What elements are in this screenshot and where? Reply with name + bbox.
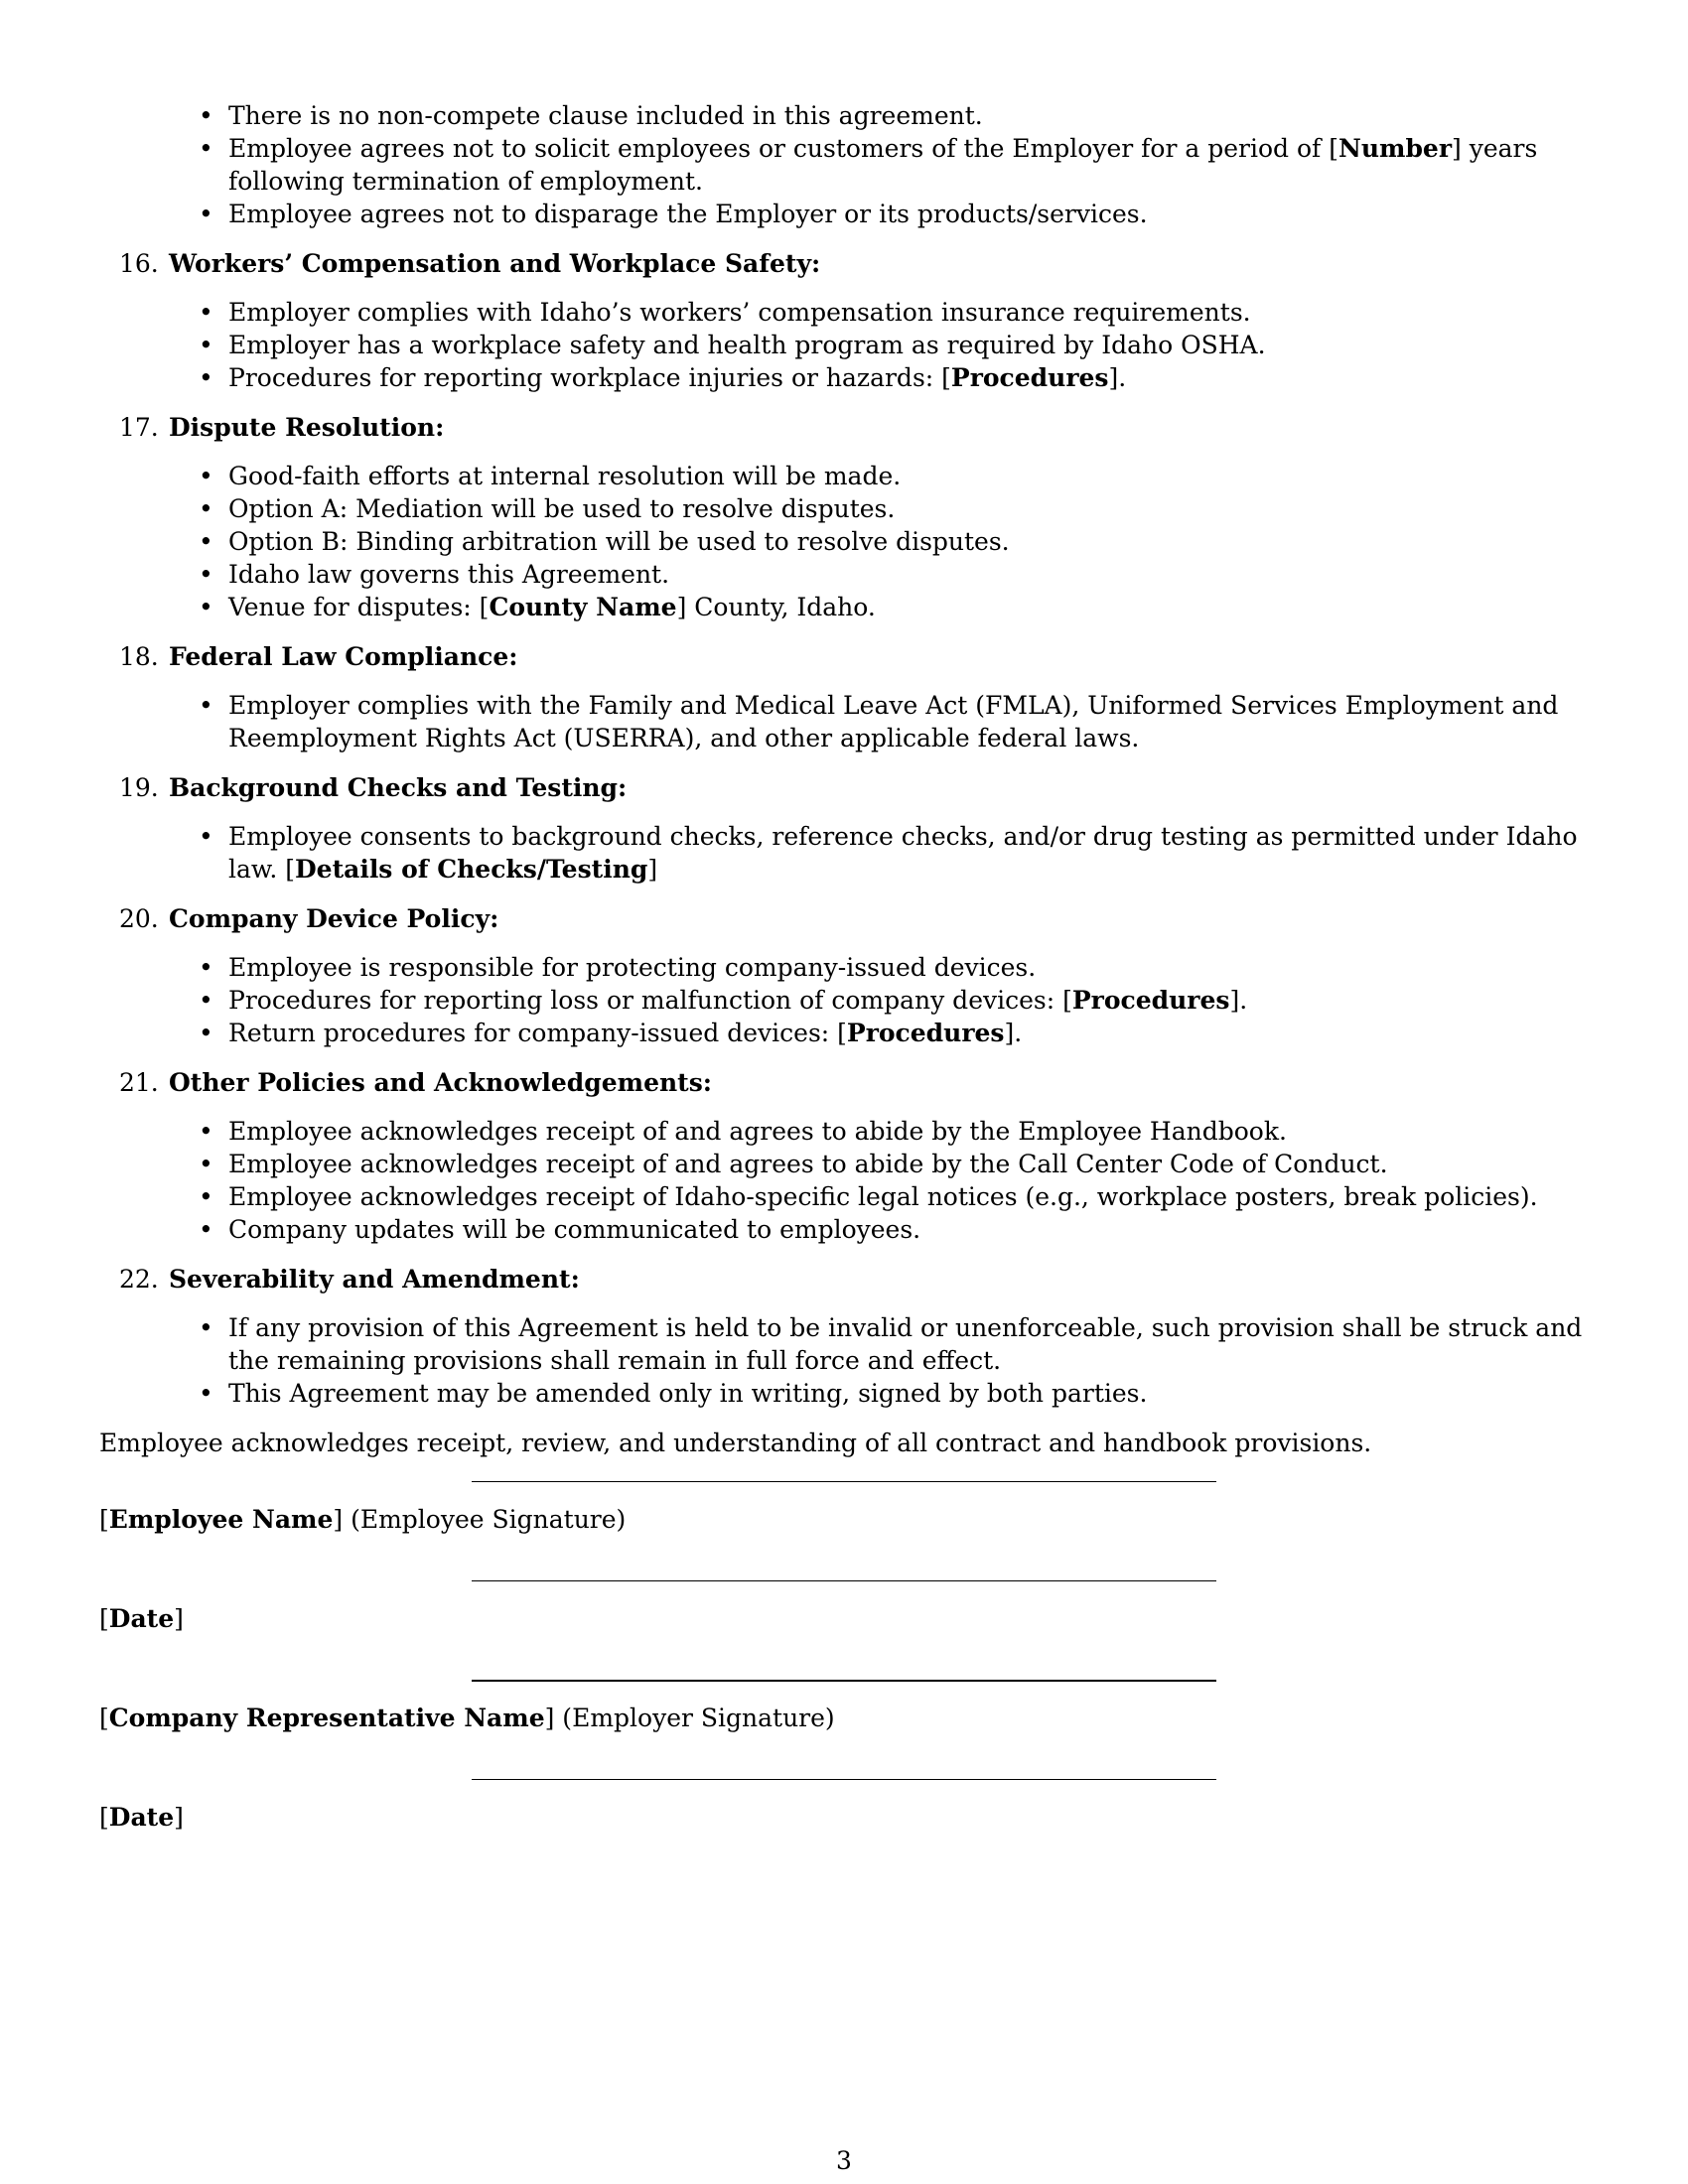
section-17 (99, 411, 1589, 623)
section-18 (99, 640, 1589, 754)
section-title: Workers’ Compensation and Workplace Safety: (169, 249, 821, 278)
bullet-text-tail: ]. (1004, 1019, 1023, 1047)
signature-block-employee (99, 1481, 1589, 1580)
section-20 (99, 902, 1589, 1049)
section-number: 21. (119, 1068, 159, 1097)
date-line[interactable] (472, 1779, 1216, 1780)
list-item (99, 1377, 1589, 1410)
list-item (99, 460, 1589, 492)
section-title: Background Checks and Testing: (169, 773, 628, 802)
placeholder-text: Procedures (1071, 986, 1230, 1015)
document-page (99, 99, 1589, 1878)
placeholder-text: Procedures (846, 1019, 1005, 1047)
signature-label (99, 1702, 835, 1734)
list-item (99, 1180, 1589, 1213)
bullet-text: Employer complies with the Family and Medical Leave Act (FMLA), Uniformed Services Employment and Reemployment Rights Act (USERRA), and other applicable federal laws. (228, 691, 1559, 752)
label-text: [ (99, 1604, 109, 1633)
bullet-text: Employer has a workplace safety and health program as required by Idaho OSHA. (228, 331, 1266, 359)
label-text: [ (99, 1505, 109, 1534)
bullet-text: There is no non-compete clause included in this agreement. (228, 101, 983, 130)
bullet-text: If any provision of this Agreement is held to be invalid or unenforceable, such provision shall be struck and the remaining provisions shall remain in full force and effect. (228, 1313, 1583, 1375)
bullet-text: Employee consents to background checks, reference checks, and/or drug testing as permitted under Idaho law. [ (228, 822, 1578, 884)
placeholder-text: County Name (489, 593, 677, 621)
section-22 (99, 1263, 1589, 1410)
list-item (99, 99, 1589, 132)
label-text-tail: ] (174, 1604, 184, 1633)
placeholder-text: Company Representative Name (108, 1704, 545, 1732)
bullet-text: Good-faith efforts at internal resolution will be made. (228, 462, 902, 490)
bullet-text: Employee acknowledges receipt of Idaho-specific legal notices (e.g., workplace posters, break policies). (228, 1182, 1538, 1211)
section-16 (99, 247, 1589, 394)
list-item (99, 132, 1589, 198)
section-bullet-list (99, 689, 1589, 754)
bullet-text: Employee agrees not to disparage the Employer or its products/services. (228, 200, 1148, 228)
bullet-text-tail: ]. (1229, 986, 1248, 1015)
list-item (99, 1148, 1589, 1180)
signature-block-employer-date (99, 1779, 1589, 1878)
list-item (99, 984, 1589, 1017)
list-item (99, 198, 1589, 230)
section-title: Company Device Policy: (169, 904, 499, 933)
section-19 (99, 771, 1589, 886)
placeholder-text: Details of Checks/Testing (294, 855, 648, 884)
list-item (99, 1017, 1589, 1049)
label-text: [ (99, 1704, 109, 1732)
placeholder-text: Procedures (950, 363, 1109, 392)
section-number: 17. (119, 413, 159, 442)
label-text: [ (99, 1803, 109, 1832)
section-title: Federal Law Compliance: (169, 642, 518, 671)
section-bullet-list (99, 296, 1589, 394)
placeholder-text: Employee Name (108, 1505, 334, 1534)
bullet-text: Return procedures for company-issued devices: [ (228, 1019, 847, 1047)
signature-line[interactable] (472, 1680, 1216, 1682)
section-title: Dispute Resolution: (169, 413, 445, 442)
acknowledgement-paragraph: Employee acknowledges receipt, review, and understanding of all contract and handbook provisions. (99, 1429, 1372, 1457)
page-number: 3 (836, 2146, 852, 2175)
section-number: 20. (119, 904, 159, 933)
list-item (99, 1213, 1589, 1246)
list-item (99, 951, 1589, 984)
bullet-text: Company updates will be communicated to employees. (228, 1215, 921, 1244)
bullet-text: Employee acknowledges receipt of and agrees to abide by the Call Center Code of Conduct. (228, 1150, 1388, 1178)
bullet-text-tail: ]. (1108, 363, 1127, 392)
section-number: 16. (119, 249, 159, 278)
label-text-tail: ] (Employee Signature) (333, 1505, 627, 1534)
list-item (99, 1115, 1589, 1148)
section-number: 19. (119, 773, 159, 802)
section-heading (99, 1263, 1589, 1296)
label-text-tail: ] (Employer Signature) (544, 1704, 835, 1732)
signature-block-employee-date (99, 1580, 1589, 1680)
section-heading (99, 1066, 1589, 1099)
bullet-text-tail: ] years following termination of employment. (228, 134, 1538, 196)
section-bullet-list (99, 1115, 1589, 1246)
bullet-text: Idaho law governs this Agreement. (228, 560, 670, 589)
placeholder-text: Number (1337, 134, 1453, 163)
bullet-text: Procedures for reporting loss or malfunction of company devices: [ (228, 986, 1072, 1015)
section-heading (99, 247, 1589, 280)
list-item (99, 492, 1589, 525)
date-label (99, 1602, 184, 1635)
section-heading (99, 902, 1589, 935)
signature-line[interactable] (472, 1481, 1216, 1482)
date-label (99, 1801, 184, 1834)
bullet-text-tail: ] (647, 855, 658, 884)
section-heading (99, 640, 1589, 673)
list-item (99, 525, 1589, 558)
date-line[interactable] (472, 1580, 1216, 1581)
bullet-text: Procedures for reporting workplace injuries or hazards: [ (228, 363, 951, 392)
list-item (99, 558, 1589, 591)
label-text-tail: ] (174, 1803, 184, 1832)
list-item (99, 1311, 1589, 1377)
bullet-text: Option B: Binding arbitration will be used to resolve disputes. (228, 527, 1010, 556)
list-item (99, 591, 1589, 623)
list-item (99, 361, 1589, 394)
section-title: Other Policies and Acknowledgements: (169, 1068, 713, 1097)
signature-label (99, 1503, 626, 1536)
placeholder-text: Date (108, 1803, 175, 1832)
section-number: 22. (119, 1265, 159, 1294)
bullet-text: Employee is responsible for protecting company-issued devices. (228, 953, 1037, 982)
section-number: 18. (119, 642, 159, 671)
intro-bullet-list (99, 99, 1589, 230)
section-bullet-list (99, 820, 1589, 886)
bullet-text: Venue for disputes: [ (228, 593, 490, 621)
section-bullet-list (99, 460, 1589, 623)
section-heading (99, 411, 1589, 444)
bullet-text: Employee agrees not to solicit employees or customers of the Employer for a period of [ (228, 134, 1338, 163)
list-item (99, 689, 1589, 754)
bullet-text: Option A: Mediation will be used to resolve disputes. (228, 494, 896, 523)
section-21 (99, 1066, 1589, 1246)
section-heading (99, 771, 1589, 804)
section-bullet-list (99, 1311, 1589, 1410)
section-bullet-list (99, 951, 1589, 1049)
bullet-text: This Agreement may be amended only in writing, signed by both parties. (228, 1379, 1148, 1408)
section-title: Severability and Amendment: (169, 1265, 580, 1294)
bullet-text-tail: ] County, Idaho. (676, 593, 876, 621)
list-item (99, 820, 1589, 886)
signature-block-employer (99, 1680, 1589, 1779)
bullet-text: Employee acknowledges receipt of and agrees to abide by the Employee Handbook. (228, 1117, 1287, 1146)
placeholder-text: Date (108, 1604, 175, 1633)
list-item (99, 329, 1589, 361)
list-item (99, 296, 1589, 329)
bullet-text: Employer complies with Idaho’s workers’ compensation insurance requirements. (228, 298, 1251, 327)
